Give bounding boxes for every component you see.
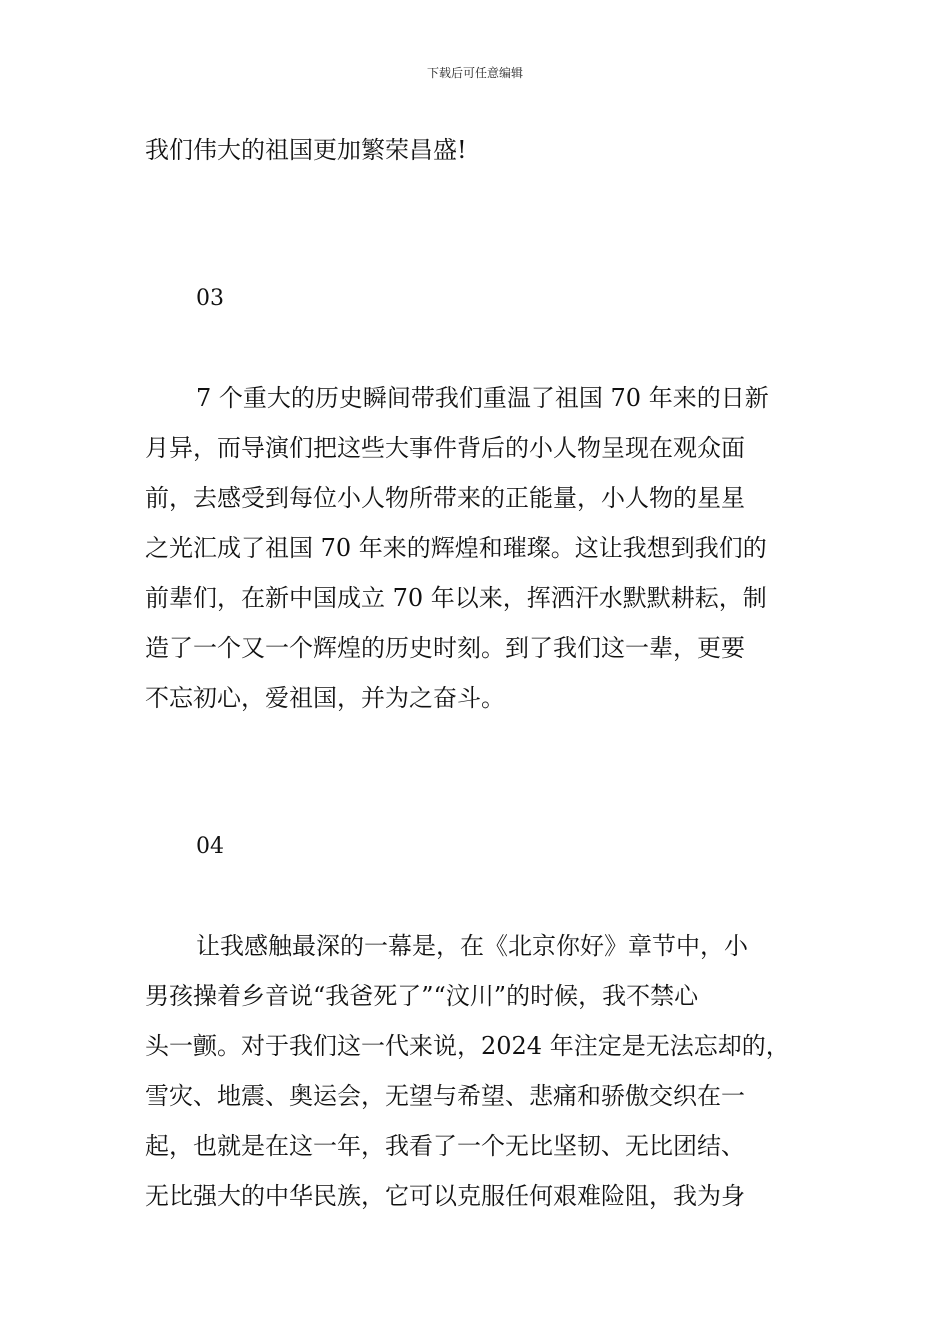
paragraph-line: 不忘初心，爱祖国，并为之奋斗。: [145, 684, 505, 712]
paragraph-line: 头一颤。对于我们这一代来说，2024 年注定是无法忘却的，: [145, 1032, 790, 1060]
paragraph-line: 男孩操着乡音说“我爸死了”“汶川”的时候，我不禁心: [145, 982, 699, 1010]
page-header: 下载后可任意编辑: [426, 66, 523, 80]
paragraph-line: 造了一个又一个辉煌的历史时刻。到了我们这一辈，更要: [145, 634, 745, 662]
paragraph-line: 让我感触最深的一幕是，在《北京你好》章节中，小: [196, 932, 748, 960]
paragraph-line: 起，也就是在这一年，我看了一个无比坚韧、无比团结、: [145, 1132, 745, 1160]
paragraph-line: 前辈们，在新中国成立 70 年以来，挥洒汗水默默耕耘，制: [145, 584, 767, 612]
paragraph-line: 之光汇成了祖国 70 年来的辉煌和璀璨。这让我想到我们的: [145, 534, 767, 562]
paragraph-line: 无比强大的中华民族，它可以克服任何艰难险阻，我为身: [145, 1182, 745, 1210]
paragraph-line: 7 个重大的历史瞬间带我们重温了祖国 70 年来的日新: [196, 384, 769, 412]
closing-line: 我们伟大的祖国更加繁荣昌盛!: [145, 136, 467, 164]
paragraph-line: 雪灾、地震、奥运会，无望与希望、悲痛和骄傲交织在一: [145, 1082, 745, 1110]
paragraph-line: 月异，而导演们把这些大事件背后的小人物呈现在观众面: [145, 434, 745, 462]
section-number-04: 04: [196, 834, 224, 859]
paragraph-line: 前，去感受到每位小人物所带来的正能量，小人物的星星: [145, 484, 745, 512]
section-number-03: 03: [196, 286, 224, 311]
